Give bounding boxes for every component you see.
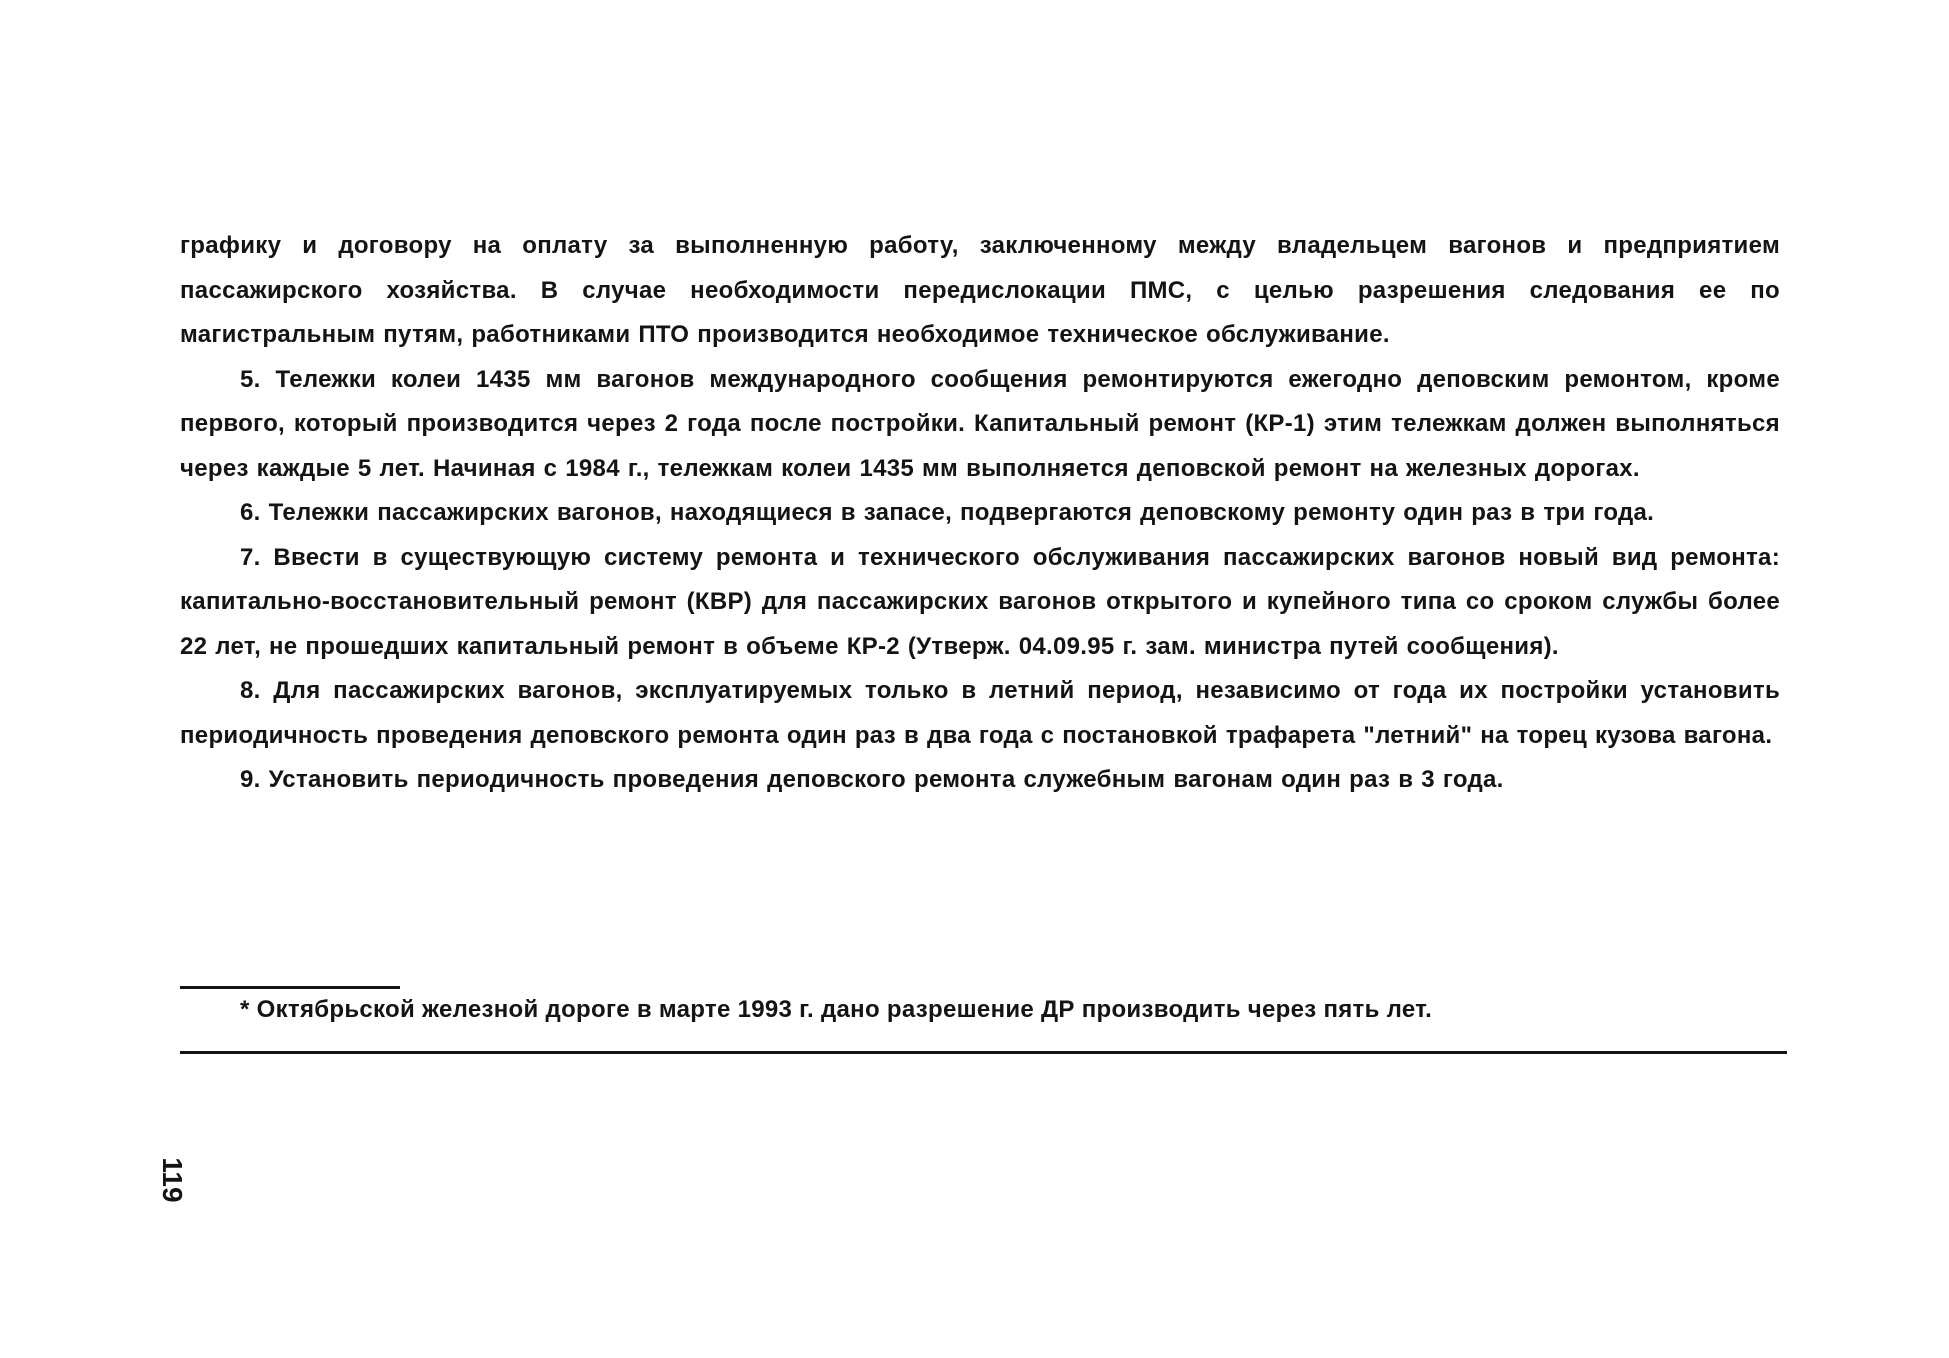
paragraph-item-8: 8. Для пассажирских вагонов, эксплуатируемых только в летний период, независимо от года их постройки установить периодичность проведения деповского ремонта один раз в два года с постановкой трафарета "летний" на торец кузова вагона. xyxy=(180,677,1780,749)
paragraph-continuation: графику и договору на оплату за выполненную работу, заключенному между владельцем вагонов и предприятием пассажирского хозяйства. В случае необходимости передислокации ПМС, с целью разрешения следования ее по магистральным путям, работниками ПТО производится необходимое техническое обслуживание. xyxy=(180,232,1780,348)
paragraph-item-6: 6. Тележки пассажирских вагонов, находящиеся в запасе, подвергаются деповскому ремонту один раз в три года. xyxy=(240,499,1655,526)
footnote-separator xyxy=(180,986,400,989)
page-number: 119 xyxy=(157,1157,188,1203)
body-text xyxy=(180,224,1780,803)
footnote: * Октябрьской железной дороге в марте 1993 г. дано разрешение ДР производить через пять лет. xyxy=(240,996,1433,1023)
bottom-divider xyxy=(180,1051,1787,1054)
paragraph-item-9: 9. Установить периодичность проведения деповского ремонта служебным вагонам один раз в 3 года. xyxy=(240,766,1504,793)
paragraph-item-5: 5. Тележки колеи 1435 мм вагонов международного сообщения ремонтируются ежегодно деповским ремонтом, кроме первого, который производится через 2 года после постройки. Капитальный ремонт (КР-1) этим тележкам должен выполняться через каждые 5 лет. Начиная с 1984 г., тележкам колеи 1435 мм выполняется деповской ремонт на железных дорогах. xyxy=(180,365,1780,482)
paragraph-item-7: 7. Ввести в существующую систему ремонта и технического обслуживания пассажирских вагонов новый вид ремонта: капитально-восстановительный ремонт (КВР) для пассажирских вагонов открытого и купейного типа со сроком службы более 22 лет, не прошедших капитальный ремонт в объеме КР-2 (Утверж. 04.09.95 г. зам. министра путей сообщения). xyxy=(180,543,1780,660)
